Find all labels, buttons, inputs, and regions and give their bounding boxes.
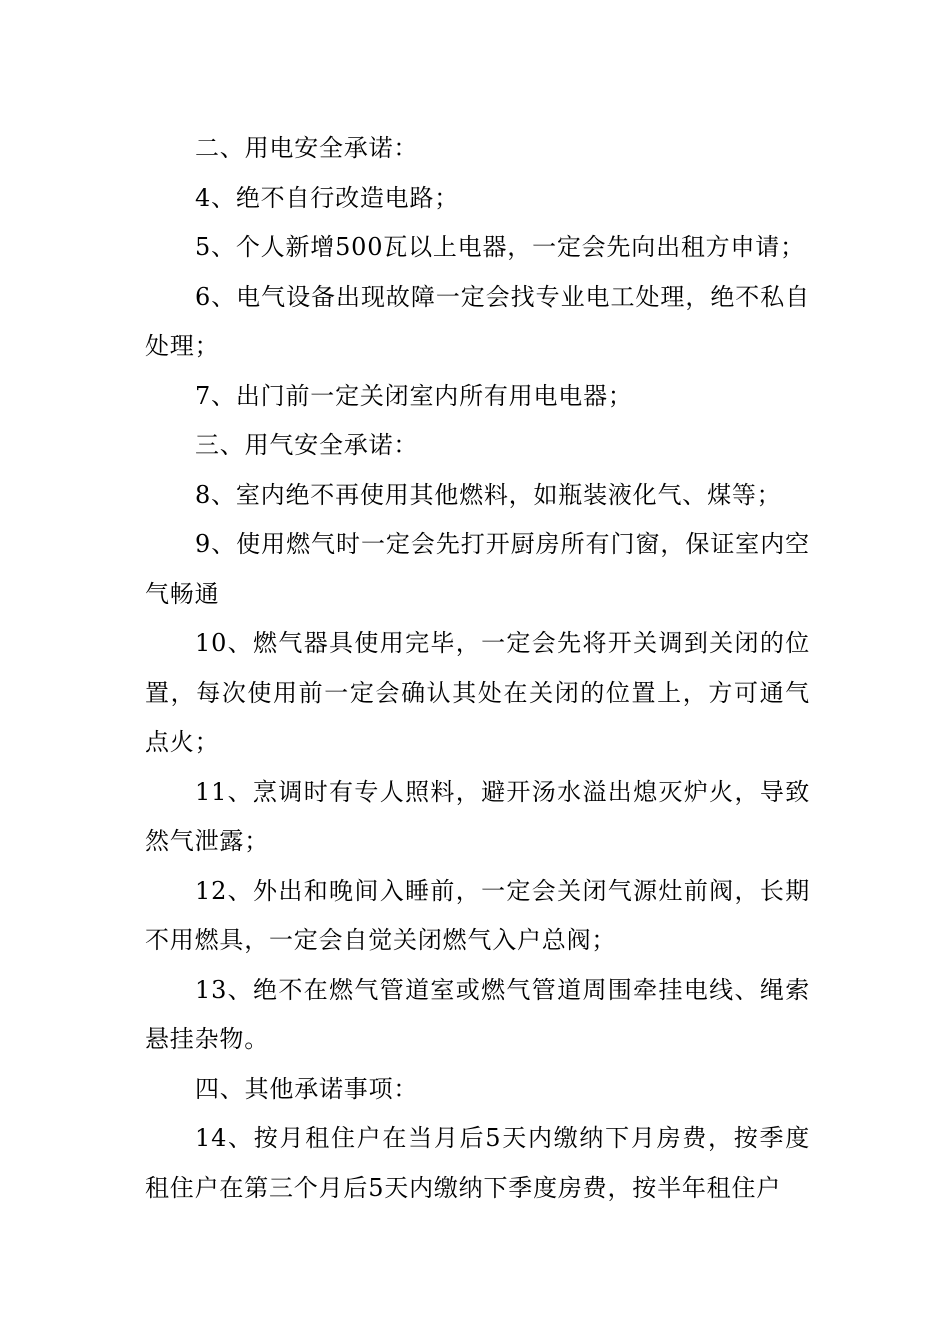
commitment-item-13: 13、绝不在燃气管道室或燃气管道周围牵挂电线、绳索悬挂杂物。: [145, 975, 810, 1053]
commitment-item-11: 11、烹调时有专人照料，避开汤水溢出熄灭炉火，导致然气泄露；: [145, 777, 810, 855]
commitment-item-8: 8、室内绝不再使用其他燃料，如瓶装液化气、煤等；: [195, 480, 782, 509]
commitment-item-6: 6、电气设备出现故障一定会找专业电工处理，绝不私自处理；: [145, 282, 810, 360]
commitment-item-4: 4、绝不自行改造电路；: [195, 183, 460, 212]
section-heading-gas: 三、用气安全承诺：: [195, 431, 419, 459]
document-body: [145, 124, 810, 1213]
section-heading-electricity: 二、用电安全承诺：: [195, 134, 419, 162]
commitment-item-12: 12、外出和晚间入睡前，一定会关闭气源灶前阀，长期不用燃具，一定会自觉关闭燃气入户总阀；: [145, 876, 810, 954]
commitment-item-5: 5、个人新增500瓦以上电器，一定会先向出租方申请；: [195, 233, 805, 261]
section-heading-other: 四、其他承诺事项：: [195, 1074, 419, 1103]
commitment-item-14: 14、按月租住户在当月后5天内缴纳下月房费，按季度租住户在第三个月后5天内缴纳下季度房费，按半年租住户: [145, 1124, 810, 1202]
commitment-item-7: 7、出门前一定关闭室内所有用电电器；: [195, 381, 633, 410]
commitment-item-10: 10、燃气器具使用完毕，一定会先将开关调到关闭的位置，每次使用前一定会确认其处在关闭的位置上，方可通气点火；: [145, 629, 810, 756]
commitment-item-9: 9、使用燃气时一定会先打开厨房所有门窗，保证室内空气畅通: [145, 530, 810, 608]
